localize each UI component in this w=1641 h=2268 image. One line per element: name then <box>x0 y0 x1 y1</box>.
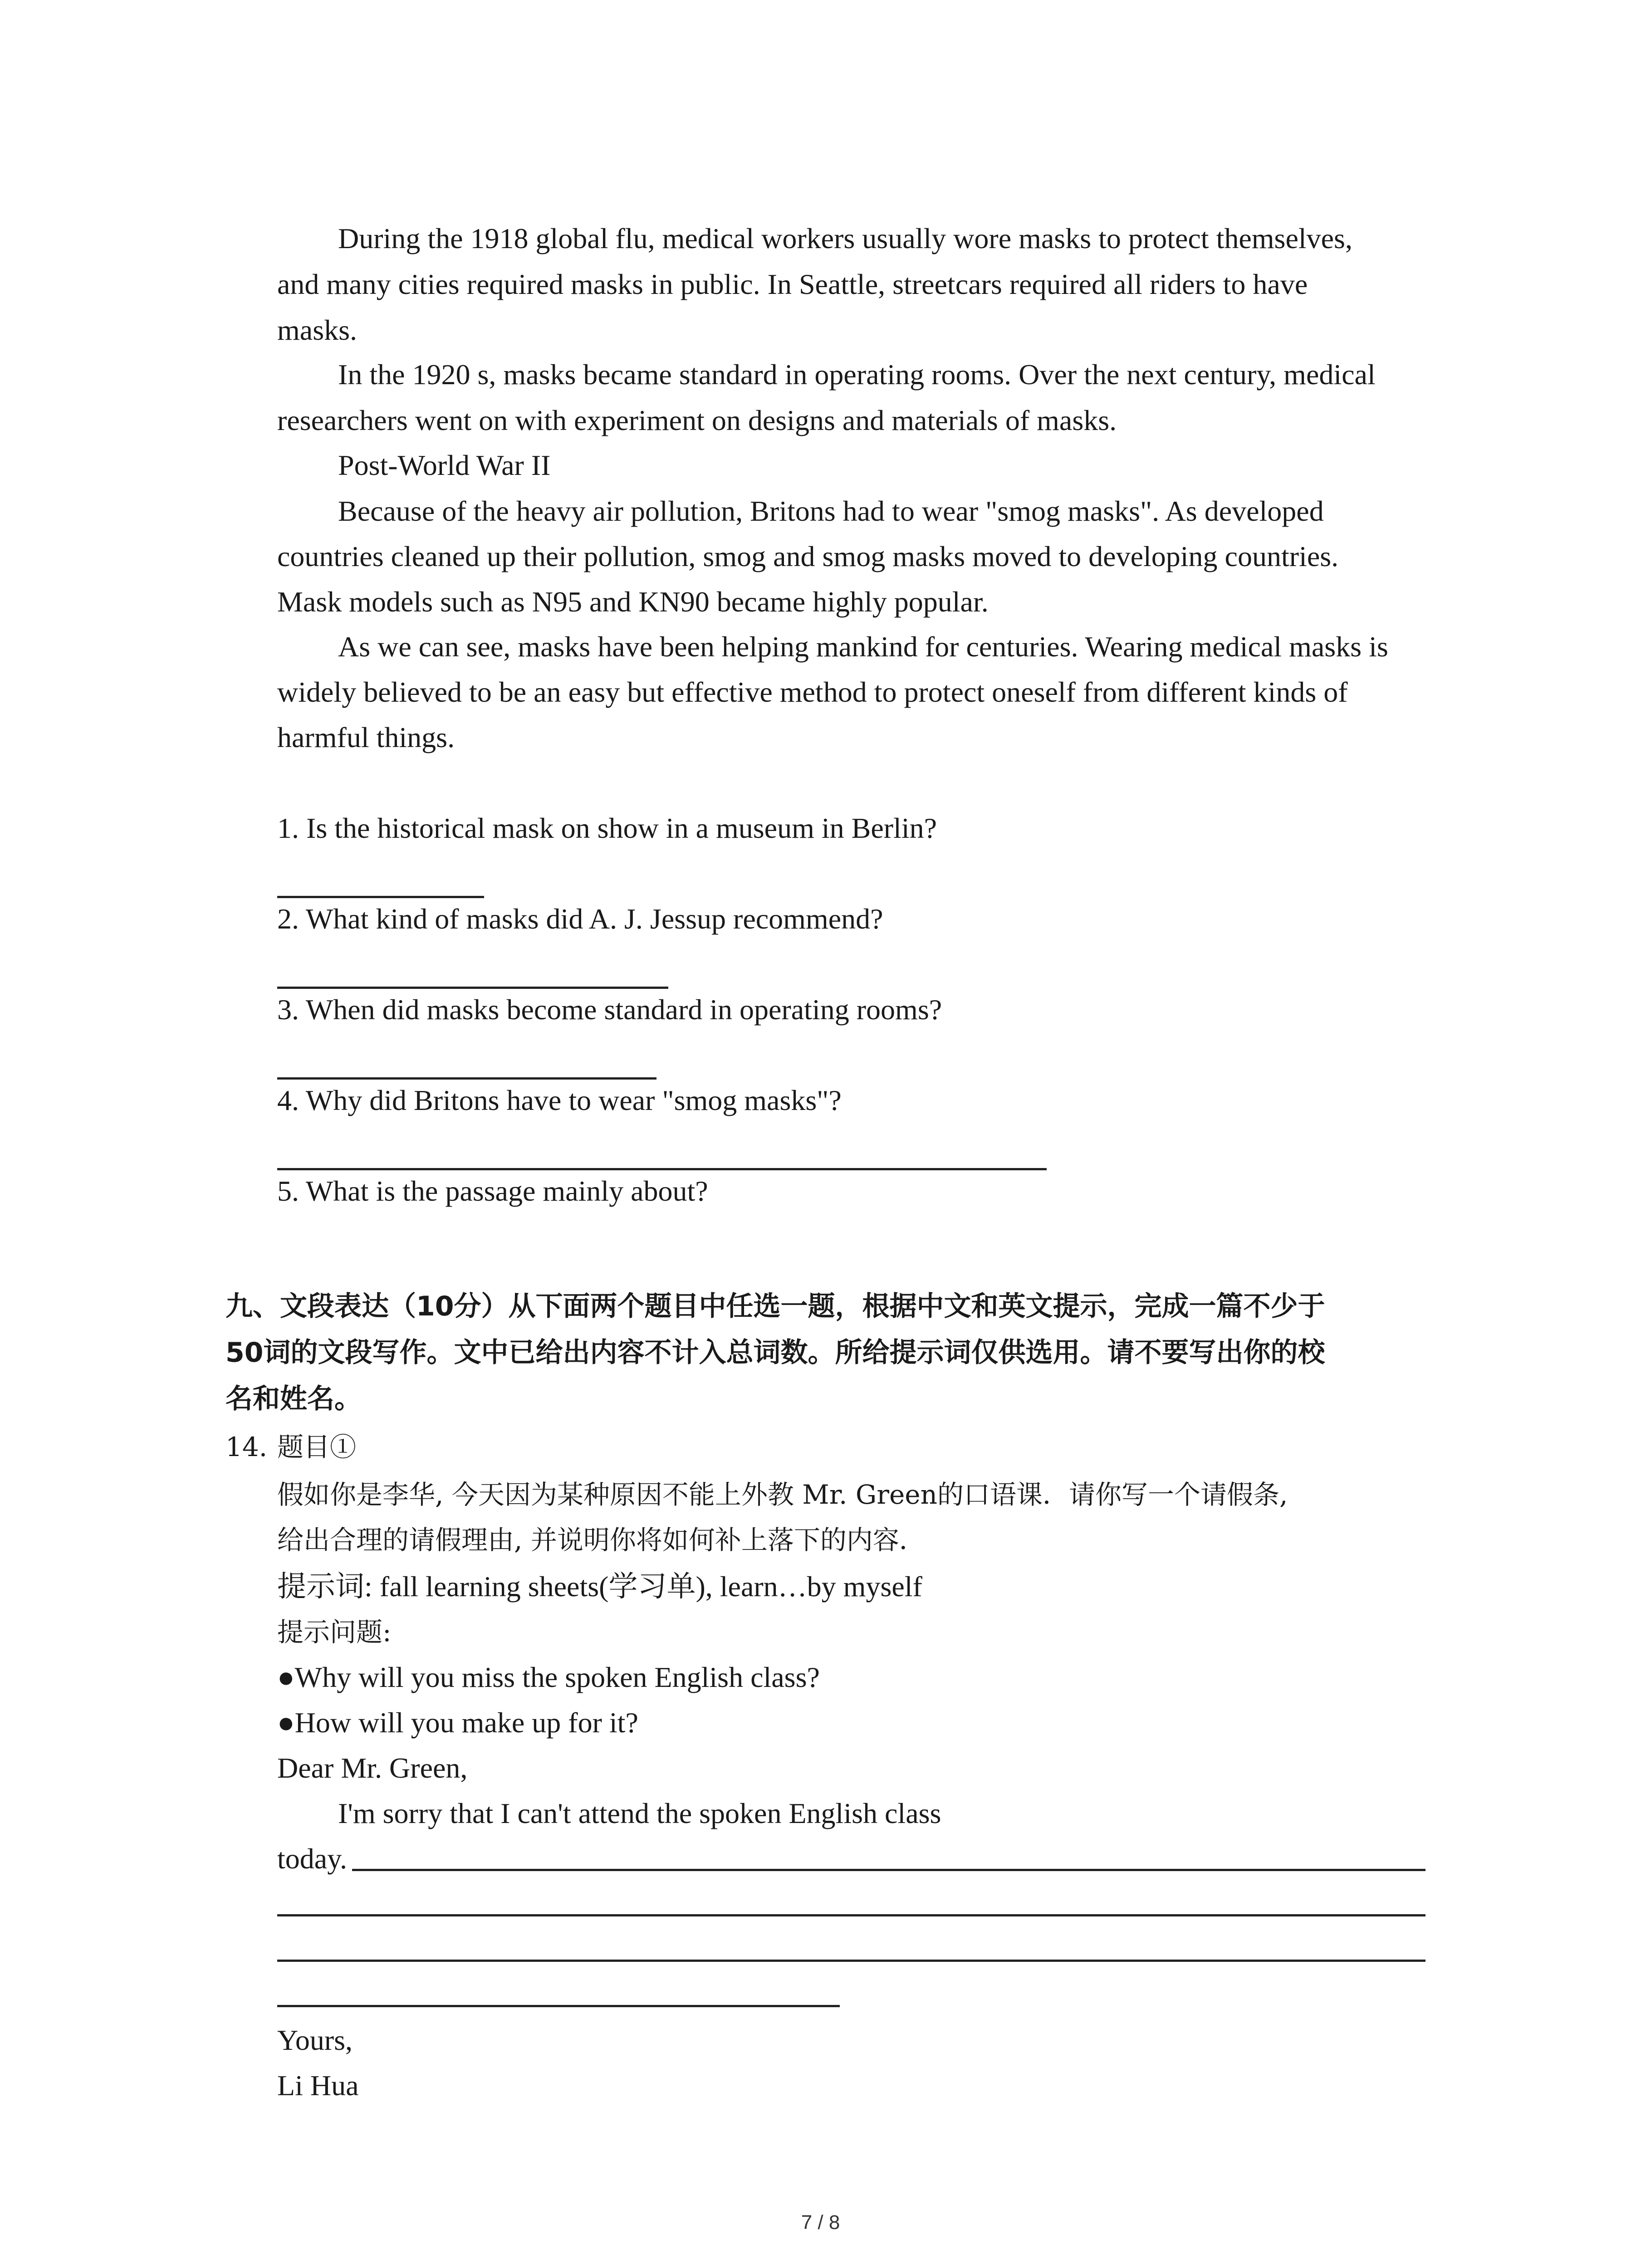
passage-line: As we can see, masks have been helping mankind for centuries. Wearing medical masks is <box>338 631 1388 663</box>
section-heading-line: 50词的文段写作。文中已给出内容不计入总词数。所给提示词仅供选用。请不要写出你的校 <box>225 1337 1325 1369</box>
letter-signature: Li Hua <box>277 2069 359 2102</box>
question-number: 14. <box>225 1432 268 1462</box>
passage-line: researchers went on with experiment on designs and materials of masks. <box>277 404 1117 436</box>
writing-blank-4[interactable] <box>277 2005 840 2007</box>
passage-line: widely believed to be an easy but effective method to protect oneself from different kinds of <box>277 676 1348 708</box>
writing-blank-3[interactable] <box>277 1960 1425 1962</box>
passage-line: harmful things. <box>277 721 455 753</box>
passage-line: and many cities required masks in public. In Seattle, streetcars required all riders to have <box>277 268 1308 300</box>
passage-line: In the 1920 s, masks became standard in operating rooms. Over the next century, medical <box>338 358 1376 391</box>
answer-blank-4[interactable] <box>277 1168 1047 1170</box>
writing-blank-1[interactable] <box>352 1869 1425 1871</box>
question-4: 4. Why did Britons have to wear "smog masks"? <box>277 1084 842 1116</box>
section-heading-line: 九、文段表达（10分）从下面两个题目中任选一题，根据中文和英文提示，完成一篇不少于 <box>225 1290 1325 1322</box>
passage-line: Mask models such as N95 and KN90 became highly popular. <box>277 586 989 618</box>
passage-line: Because of the heavy air pollution, Britons had to wear "smog masks". As developed <box>338 495 1324 527</box>
answer-blank-2[interactable] <box>277 987 668 989</box>
answer-blank-1[interactable] <box>277 896 484 898</box>
hint-words: 提示词: fall learning sheets(学习单), learn…by myself <box>277 1570 922 1603</box>
question-1: 1. Is the historical mask on show in a museum in Berlin? <box>277 812 937 844</box>
letter-greeting: Dear Mr. Green, <box>277 1752 468 1784</box>
hint-question: ●Why will you miss the spoken English class? <box>277 1661 820 1693</box>
hint-questions-label: 提示问题: <box>277 1617 392 1647</box>
prompt-line: 给出合理的请假理由, 并说明你将如何补上落下的内容． <box>277 1525 926 1555</box>
letter-closing: Yours, <box>277 2024 353 2056</box>
prompt-line: 假如你是李华, 今天因为某种原因不能上外教 Mr. Green的口语课．请你写一个请假条, <box>277 1479 1288 1510</box>
answer-blank-3[interactable] <box>277 1077 656 1080</box>
letter-opening: I'm sorry that I can't attend the spoken English class <box>338 1797 941 1829</box>
section-heading-line: 名和姓名。 <box>225 1383 362 1415</box>
question-3: 3. When did masks become standard in operating rooms? <box>277 993 942 1026</box>
passage-line: countries cleaned up their pollution, smog and smog masks moved to developing countries. <box>277 540 1339 572</box>
passage-line: masks. <box>277 314 357 346</box>
writing-blank-2[interactable] <box>277 1914 1425 1916</box>
page-number: 7 / 8 <box>801 2211 840 2234</box>
question-5: 5. What is the passage mainly about? <box>277 1175 708 1207</box>
topic-label: 题目① <box>277 1432 357 1462</box>
question-2: 2. What kind of masks did A. J. Jessup recommend? <box>277 903 883 935</box>
hint-question: ●How will you make up for it? <box>277 1706 638 1739</box>
passage-subheading: Post-World War II <box>338 449 551 481</box>
letter-today: today. <box>277 1843 348 1875</box>
passage-line: During the 1918 global flu, medical workers usually wore masks to protect themselves, <box>338 222 1352 254</box>
